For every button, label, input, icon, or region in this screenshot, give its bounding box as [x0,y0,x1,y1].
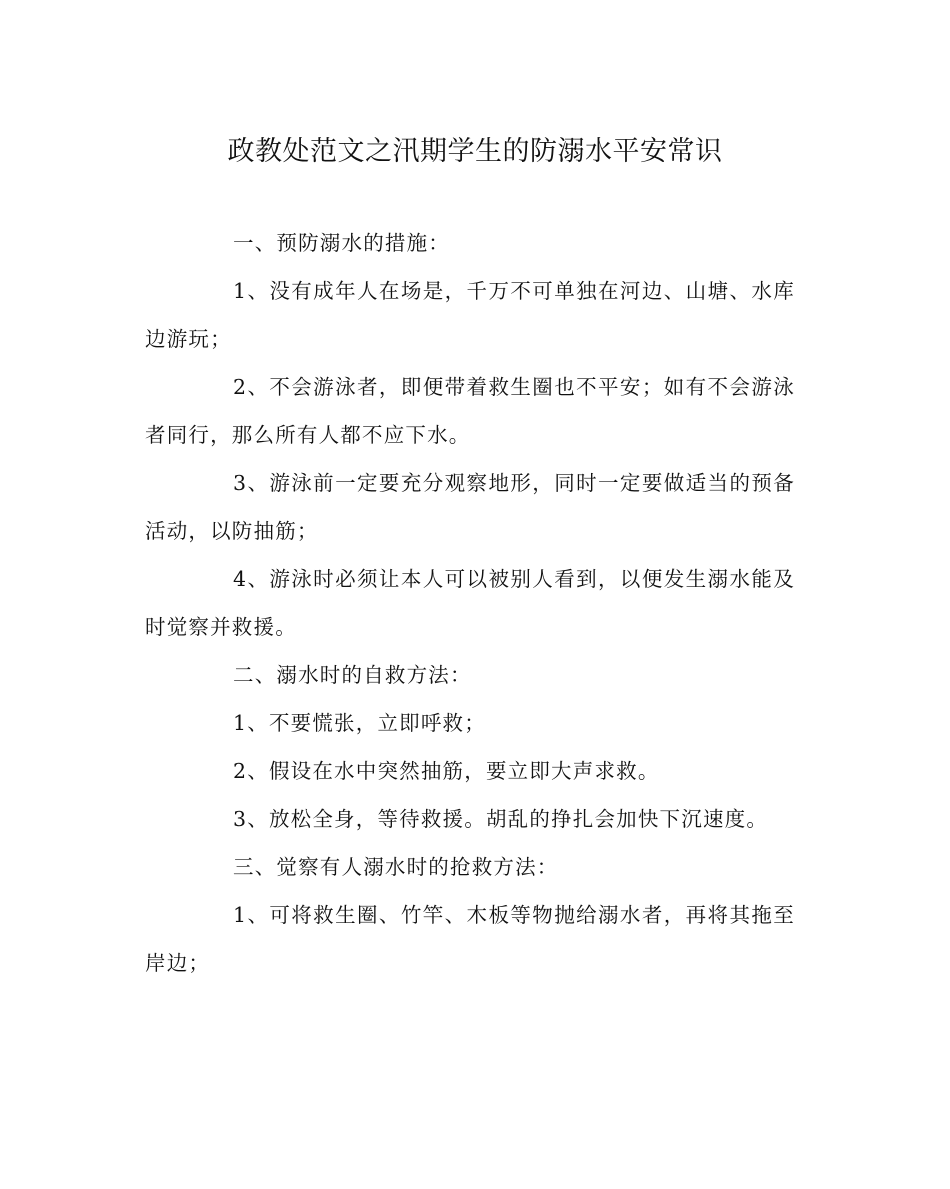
prevention-item-2: 2、不会游泳者，即便带着救生圈也不平安；如有不会游泳者同行，那么所有人都不应下水。 [145,375,795,447]
document-title: 政教处范文之汛期学生的防溺水平安常识 [227,136,723,167]
self-rescue-item-3: 3、放松全身，等待救援。胡乱的挣扎会加快下沉速度。 [233,807,769,831]
document-body [145,219,795,987]
prevention-item-1: 1、没有成年人在场是，千万不可单独在河边、山塘、水库边游玩； [145,279,795,351]
self-rescue-item-1: 1、不要慌张，立即呼救； [233,711,486,735]
prevention-item-3: 3、游泳前一定要充分观察地形，同时一定要做适当的预备活动，以防抽筋； [145,471,795,543]
section-heading-prevention: 一、预防溺水的措施： [233,231,450,255]
section-heading-rescue-others: 三、觉察有人溺水时的抢救方法： [233,855,559,879]
prevention-item-4: 4、游泳时必须让本人可以被别人看到，以便发生溺水能及时觉察并救援。 [145,567,795,639]
section-heading-self-rescue: 二、溺水时的自救方法： [233,663,472,687]
self-rescue-item-2: 2、假设在水中突然抽筋，要立即大声求救。 [233,759,660,783]
rescue-others-item-1: 1、可将救生圈、竹竿、木板等物抛给溺水者，再将其拖至岸边； [145,903,795,975]
